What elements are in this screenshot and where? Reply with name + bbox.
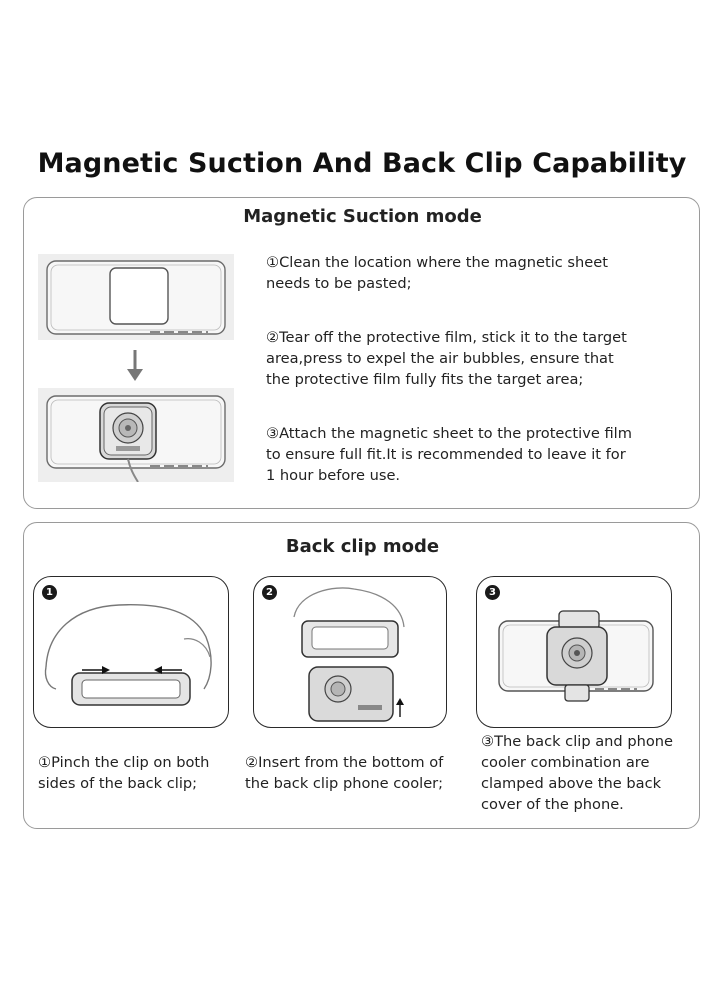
magnetic-step-3: ③Attach the magnetic sheet to the protective film to ensure full fit.It is recommended to leave it for 1 hour before use. [266, 425, 632, 484]
phone-back-illustration [38, 254, 234, 340]
clip-step-2-card [253, 576, 447, 728]
step-badge-3: 3 [485, 585, 500, 600]
step-badge-2: 2 [262, 585, 277, 600]
clip-step-1-card [33, 576, 229, 728]
clip-step-3-text: ③The back clip and phone cooler combination are clamped above the back cover of the phone. [481, 733, 673, 813]
phone-with-cooler-illustration [38, 388, 234, 482]
clip-step-3-card [476, 576, 672, 728]
magnetic-section-heading: Magnetic Suction mode [243, 206, 482, 227]
clip-step-1-text: ①Pinch the clip on both sides of the back clip; [38, 754, 210, 792]
magnetic-step-1: ①Clean the location where the magnetic sheet needs to be pasted; [266, 254, 608, 292]
clip-step-2-text: ②Insert from the bottom of the back clip phone cooler; [245, 754, 444, 792]
step-badge-1: 1 [42, 585, 57, 600]
insert-cooler-illustration [254, 577, 447, 728]
page-title: Magnetic Suction And Back Clip Capability [37, 148, 687, 179]
arrow-down-icon [125, 350, 145, 382]
pinch-clip-illustration [34, 577, 229, 728]
backclip-section-heading: Back clip mode [285, 536, 440, 557]
magnetic-step-2: ②Tear off the protective film, stick it to the target area,press to expel the air bubbles, ensure that the protective film fully fits the target area; [266, 329, 627, 388]
clamped-phone-illustration [477, 577, 672, 728]
